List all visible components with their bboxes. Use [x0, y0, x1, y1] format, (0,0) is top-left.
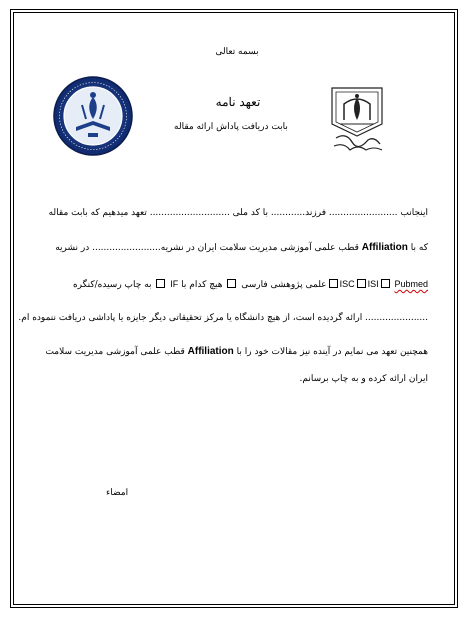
body-line-5	[45, 346, 428, 358]
checkbox-if[interactable]	[156, 279, 165, 288]
body-line-6: ایران ارائه کرده و به چاپ برسانم.	[299, 374, 428, 384]
body-line-3	[73, 278, 428, 291]
line3-published-label: به چاپ رسیده/کنگره	[72, 280, 152, 290]
line5-affiliation: Affiliation	[187, 346, 234, 357]
checkbox-pubmed[interactable]	[329, 279, 338, 288]
body-line-2	[55, 242, 428, 254]
line3-persian-label: علمی پژوهشی فارسی	[241, 280, 327, 290]
checkbox-isi[interactable]	[381, 279, 390, 288]
line2-prefix: که با	[410, 243, 428, 253]
line3-isi-label: ISI	[367, 279, 379, 289]
invocation-text: بسمه تعالی	[215, 47, 259, 57]
checkbox-none[interactable]	[227, 279, 236, 288]
line3-none-label: هیچ کدام	[189, 280, 223, 290]
line3-pubmed-label: Pubmed	[394, 279, 428, 289]
checkbox-isc[interactable]	[357, 279, 366, 288]
line3-isc-label: ISC	[339, 279, 355, 289]
document-title: تعهد نامه	[215, 95, 261, 109]
document-subtitle: بابت دریافت پاداش ارائه مقاله	[174, 122, 288, 132]
body-line-1: اینجانب ........................ فرزند............ با کد ملی ............................ تعهد میدهیم که بابت مقاله	[48, 208, 428, 218]
institute-seal-icon	[52, 75, 134, 157]
line5-prefix: همچنین تعهد می نمایم در آینده نیز مقالات خود را با	[236, 347, 428, 357]
line2-affiliation: Affiliation	[361, 242, 408, 253]
line3-if-label: IF	[170, 279, 179, 289]
line2-rest: قطب علمی آموزشی مدیریت سلامت ایران در نشریه........................ در نشریه	[55, 243, 359, 253]
university-emblem-icon	[322, 80, 392, 160]
signature-label: امضاء	[106, 488, 129, 498]
body-line-4: ...................... ارائه گردیده است، از هیچ دانشگاه یا مرکز تحقیقاتی دیگر جایزه یا پاداشی دریافت ننموده ام.	[18, 313, 428, 323]
line3-ba: با	[181, 280, 187, 290]
line5-rest: قطب علمی آموزشی مدیریت سلامت	[45, 347, 185, 357]
